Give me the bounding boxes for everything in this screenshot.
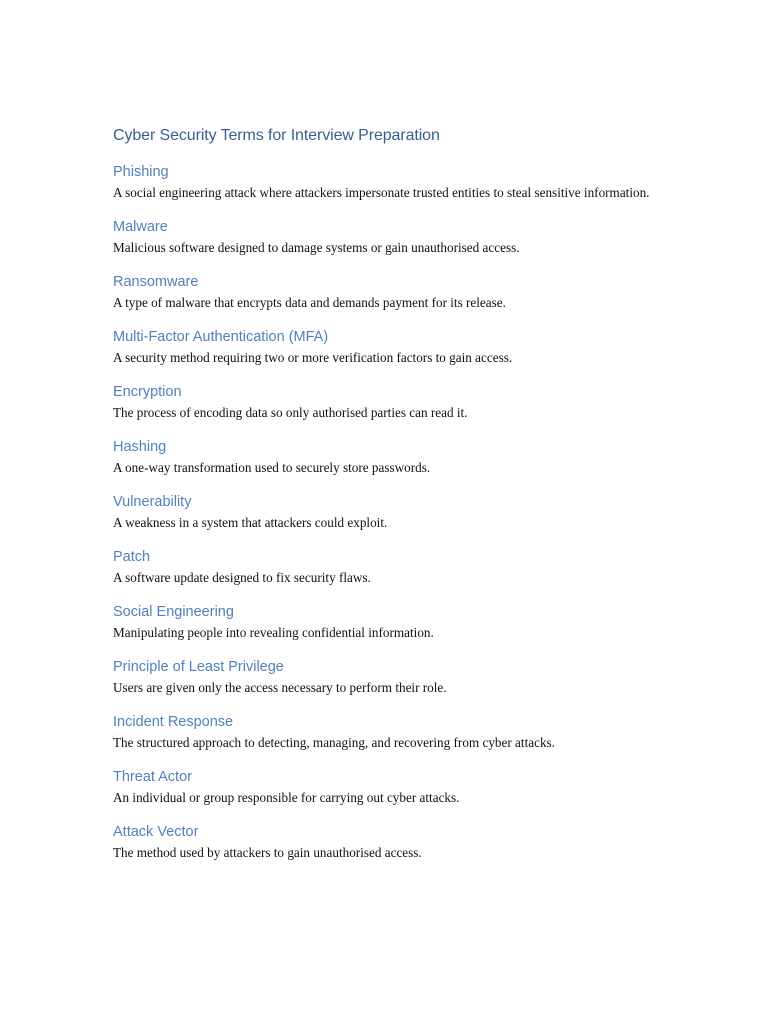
term-heading: Vulnerability [113, 494, 192, 510]
term-definition: A security method requiring two or more verification factors to gain access. [113, 350, 513, 365]
term-entry [113, 161, 673, 203]
term-entry [113, 216, 673, 258]
term-entry [113, 766, 673, 808]
term-definition: An individual or group responsible for carrying out cyber attacks. [113, 790, 460, 805]
term-definition: The method used by attackers to gain unauthorised access. [113, 845, 422, 860]
term-heading: Malware [113, 219, 168, 235]
term-definition: The structured approach to detecting, managing, and recovering from cyber attacks. [113, 735, 555, 750]
term-entry [113, 656, 673, 698]
term-definition: Users are given only the access necessary to perform their role. [113, 680, 447, 695]
term-heading: Attack Vector [113, 824, 199, 840]
term-definition: A software update designed to fix security flaws. [113, 570, 371, 585]
term-definition: A weakness in a system that attackers could exploit. [113, 515, 388, 530]
term-heading: Ransomware [113, 274, 199, 290]
term-entry [113, 491, 673, 533]
term-heading: Threat Actor [113, 769, 192, 785]
terms-list [113, 161, 673, 863]
term-entry [113, 381, 673, 423]
term-entry [113, 546, 673, 588]
term-entry [113, 601, 673, 643]
term-entry [113, 271, 673, 313]
term-heading: Phishing [113, 164, 169, 180]
term-definition: A social engineering attack where attackers impersonate trusted entities to steal sensitive information. [113, 185, 650, 200]
term-entry [113, 436, 673, 478]
term-heading: Principle of Least Privilege [113, 659, 284, 675]
term-heading: Social Engineering [113, 604, 234, 620]
document-page [113, 124, 673, 863]
term-definition: Malicious software designed to damage systems or gain unauthorised access. [113, 240, 520, 255]
term-entry [113, 711, 673, 753]
term-heading: Incident Response [113, 714, 234, 730]
term-heading: Encryption [113, 384, 182, 400]
term-entry [113, 326, 673, 368]
term-entry [113, 821, 673, 863]
term-definition: The process of encoding data so only authorised parties can read it. [113, 405, 468, 420]
document-title: Cyber Security Terms for Interview Preparation [113, 127, 440, 144]
term-heading: Multi-Factor Authentication (MFA) [113, 329, 329, 345]
term-definition: A one-way transformation used to securely store passwords. [113, 460, 431, 475]
term-definition: Manipulating people into revealing confidential information. [113, 625, 434, 640]
term-definition: A type of malware that encrypts data and demands payment for its release. [113, 295, 506, 310]
term-heading: Hashing [113, 439, 167, 455]
term-heading: Patch [113, 549, 151, 565]
